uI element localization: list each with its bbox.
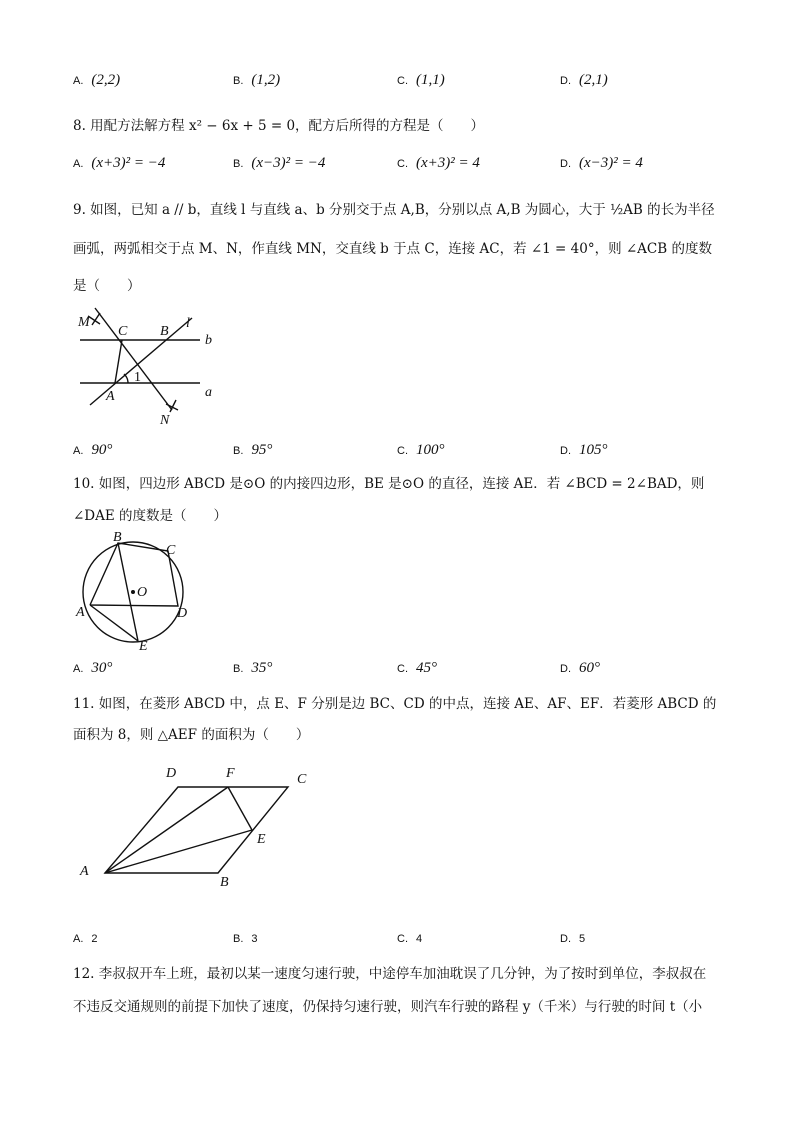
label-angle-1: 1 [134, 370, 141, 385]
option-text: (x−3)² = 4 [579, 155, 643, 171]
q9-stem-line-1: 9. 如图，已知 a // b，直线 l 与直线 a、b 分别交于点 A,B，分别以点 A,B 为圆心，大于 ½AB 的长为半径 [73, 202, 715, 218]
q11-stem-line-2: 面积为 8，则 △AEF 的面积为（ ） [73, 727, 310, 743]
q10-option-d [560, 660, 600, 677]
option-key: C. [397, 933, 408, 945]
label-e: E [257, 832, 266, 847]
option-text: (x−3)² = −4 [251, 155, 326, 171]
q9-stem-line-3: 是（ ） [73, 278, 141, 294]
angle-1-arc [124, 374, 128, 383]
q9-stem-line-2: 画弧，两弧相交于点 M、N，作直线 MN，交直线 b 于点 C，连接 AC，若 ∠1 = 40°，则 ∠ACB 的度数 [73, 241, 712, 257]
segment-ac [115, 340, 122, 383]
q10-option-b [233, 660, 272, 677]
option-text: 105° [579, 442, 608, 458]
option-key: A. [73, 445, 84, 457]
q11-option-c [397, 930, 430, 946]
option-text: 3 [251, 933, 258, 945]
option-text: 4 [416, 933, 423, 945]
option-key: C. [397, 75, 408, 87]
label-f: F [226, 766, 235, 781]
q12-stem-line-2: 不违反交通规则的前提下加快了速度，仍保持匀速行驶，则汽车行驶的路程 y（千米）与行驶的时间 t（小 [73, 999, 703, 1015]
q10-stem-line-1: 10. 如图，四边形 ABCD 是⊙O 的内接四边形，BE 是⊙O 的直径，连接 AE．若 ∠BCD = 2∠BAD，则 [73, 476, 705, 492]
label-n: N [160, 413, 170, 428]
option-key: D. [560, 158, 571, 170]
label-a: A [106, 389, 115, 404]
label-c: C [297, 772, 307, 787]
segment-ae [105, 830, 252, 873]
option-key: B. [233, 158, 244, 170]
option-text: (x+3)² = 4 [416, 155, 480, 171]
label-d: D [177, 606, 188, 621]
label-b: B [220, 875, 229, 890]
option-text: (2,2) [91, 72, 121, 88]
option-key: B. [233, 663, 244, 675]
label-e: E [139, 639, 148, 654]
option-key: C. [397, 445, 408, 457]
label-d: D [166, 766, 177, 781]
label-m: M [78, 315, 90, 330]
option-text: 35° [251, 660, 273, 676]
option-key: C. [397, 663, 408, 675]
q9-option-c [397, 442, 445, 459]
option-key: A. [73, 663, 84, 675]
q11-option-d [560, 930, 593, 946]
segment-ef [228, 787, 252, 830]
option-text: 30° [91, 660, 113, 676]
label-l: l [186, 316, 190, 331]
option-text: 5 [579, 933, 586, 945]
option-text: (1,1) [416, 72, 445, 88]
q11-option-b [233, 930, 266, 946]
segment-ae [90, 605, 138, 641]
q9-option-d [560, 442, 608, 459]
center-dot [131, 590, 135, 594]
label-o: O [137, 585, 148, 600]
option-key: D. [560, 933, 571, 945]
option-text: 45° [416, 660, 437, 676]
option-key: C. [397, 158, 408, 170]
q10-stem-line-2: ∠DAE 的度数是（ ） [73, 508, 228, 524]
option-key: B. [233, 75, 244, 87]
q8-stem: 8. 用配方法解方程 x² − 6x + 5 = 0，配方后所得的方程是（ ） [73, 118, 485, 134]
label-a: A [80, 864, 89, 879]
option-text: 90° [91, 442, 113, 458]
option-text: 100° [416, 442, 445, 458]
q9-option-a [73, 442, 112, 459]
label-a: A [76, 605, 85, 620]
option-key: D. [560, 663, 571, 675]
option-text: (x+3)² = −4 [91, 155, 166, 171]
option-key: B. [233, 445, 244, 457]
q10-option-a [73, 660, 112, 677]
q11-stem-line-1: 11. 如图，在菱形 ABCD 中，点 E、F 分别是边 BC、CD 的中点，连接 AE、AF、EF．若菱形 ABCD 的 [73, 696, 717, 712]
arc-mark-n [166, 400, 178, 412]
label-c: C [166, 543, 176, 558]
option-key: D. [560, 445, 571, 457]
label-c: C [118, 324, 128, 339]
option-text: 2 [91, 933, 98, 945]
q11-figure [105, 787, 288, 873]
label-b-point: B [160, 324, 169, 339]
option-key: D. [560, 75, 571, 87]
label-line-b: b [205, 333, 212, 348]
option-text: 60° [579, 660, 600, 676]
q10-option-c [397, 660, 437, 677]
option-text: (1,2) [251, 72, 281, 88]
arc-mark-m [88, 313, 100, 325]
label-line-a: a [205, 385, 212, 400]
label-b: B [113, 530, 122, 545]
option-text: (2,1) [579, 72, 608, 88]
option-key: A. [73, 158, 84, 170]
q9-option-b [233, 442, 272, 459]
q11-option-a [73, 930, 106, 946]
rhombus-abcd [105, 787, 288, 873]
option-key: A. [73, 75, 84, 87]
q12-stem-line-1: 12. 李叔叔开车上班，最初以某一速度匀速行驶，中途停车加油耽误了几分钟，为了按时到单位，李叔叔在 [73, 966, 707, 982]
option-key: A. [73, 933, 84, 945]
option-key: B. [233, 933, 244, 945]
option-text: 95° [251, 442, 273, 458]
